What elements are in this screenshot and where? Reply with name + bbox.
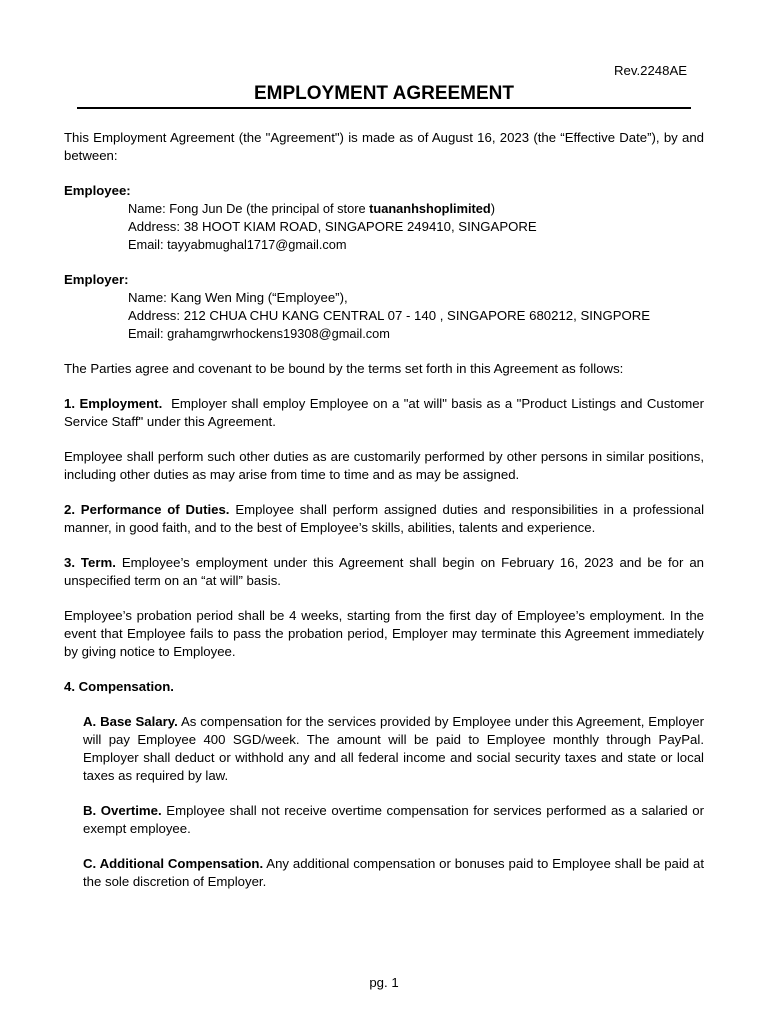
employee-details [64,200,704,254]
section-compensation-heading: 4. Compensation. [64,679,174,694]
parties-agree-paragraph: The Parties agree and covenant to be bound by the terms set forth in this Agreement as follows: [64,361,624,376]
section-performance [64,501,704,537]
employee-heading: Employee: [64,183,131,198]
section-employment-text: Employer shall employ Employee on a "at will" basis as a "Product Listings and Customer Service Staff" under this Agreement. [64,396,705,429]
employee-name-prefix: Name: Fong Jun De (the principal of store [128,201,370,216]
employer-address: Address: 212 CHUA CHU KANG CENTRAL 07 - 140 , SINGAPORE 680212, SINGPORE [128,308,651,323]
section-term [64,554,704,590]
employer-details [64,289,704,343]
employee-address: Address: 38 HOOT KIAM ROAD, SINGAPORE 249410, SINGAPORE [128,219,537,234]
section-performance-heading: 2. Performance of Duties. [64,502,230,517]
intro-paragraph: This Employment Agreement (the "Agreement") is made as of August 16, 2023 (the “Effective Date”), by and between: [64,130,704,163]
revision-code: Rev.2248AE [614,63,688,78]
base-salary-paragraph [64,713,704,785]
section-term-text: Employee’s employment under this Agreement shall begin on February 16, 2023 and be for an unspecified term on an “at will” basis. [64,555,704,588]
base-salary-heading: A. Base Salary. [83,714,178,729]
employer-name: Name: Kang Wen Ming (“Employee”), [128,290,348,305]
document-title: EMPLOYMENT AGREEMENT [253,83,515,104]
employer-heading: Employer: [64,272,129,287]
employee-name-suffix: ) [490,201,495,216]
additional-compensation-text: Any additional compensation or bonuses paid to Employee shall be paid at the sole discretion of Employer. [83,856,704,889]
additional-compensation-heading: C. Additional Compensation. [83,856,264,871]
overtime-text: Employee shall not receive overtime compensation for services performed as a salaried or exempt employee. [83,803,704,836]
overtime-heading: B. Overtime. [83,803,162,818]
overtime-paragraph [64,802,704,838]
additional-compensation-paragraph [64,855,704,891]
section-employment-heading: 1. Employment. [64,396,163,411]
employee-store: tuananhshoplimited [369,201,491,216]
employer-email: Email: grahamgrwrhockens19308@gmail.com [128,326,390,341]
section-performance-text: Employee shall perform assigned duties and responsibilities in a professional manner, in good faith, and to the best of Employee’s skills, abilities, talents and experience. [64,502,705,535]
document-body [64,129,704,891]
section-term-probation: Employee’s probation period shall be 4 weeks, starting from the first day of Employee’s employment. In the event that Employee fails to pass the probation period, Employer may terminate this Agreement immediately by giving notice to Employee. [64,608,704,659]
page-number: pg. 1 [369,975,399,990]
section-employment-duties: Employee shall perform such other duties as are customarily performed by other persons in similar positions, including other duties as may arise from time to time and as may be assigned. [64,449,704,482]
section-employment [64,395,704,431]
employee-name [128,200,704,218]
section-term-heading: 3. Term. [64,555,116,570]
base-salary-text: As compensation for the services provided by Employee under this Agreement, Employer will pay Employee 400 SGD/week. The amount will be paid to Employee monthly through PayPal. Employer shall deduct or withhold any and all federal income and social security taxes and state or local taxes as required by law. [83,714,704,783]
title-divider [77,107,691,109]
employee-email: Email: tayyabmughal1717@gmail.com [128,237,347,252]
